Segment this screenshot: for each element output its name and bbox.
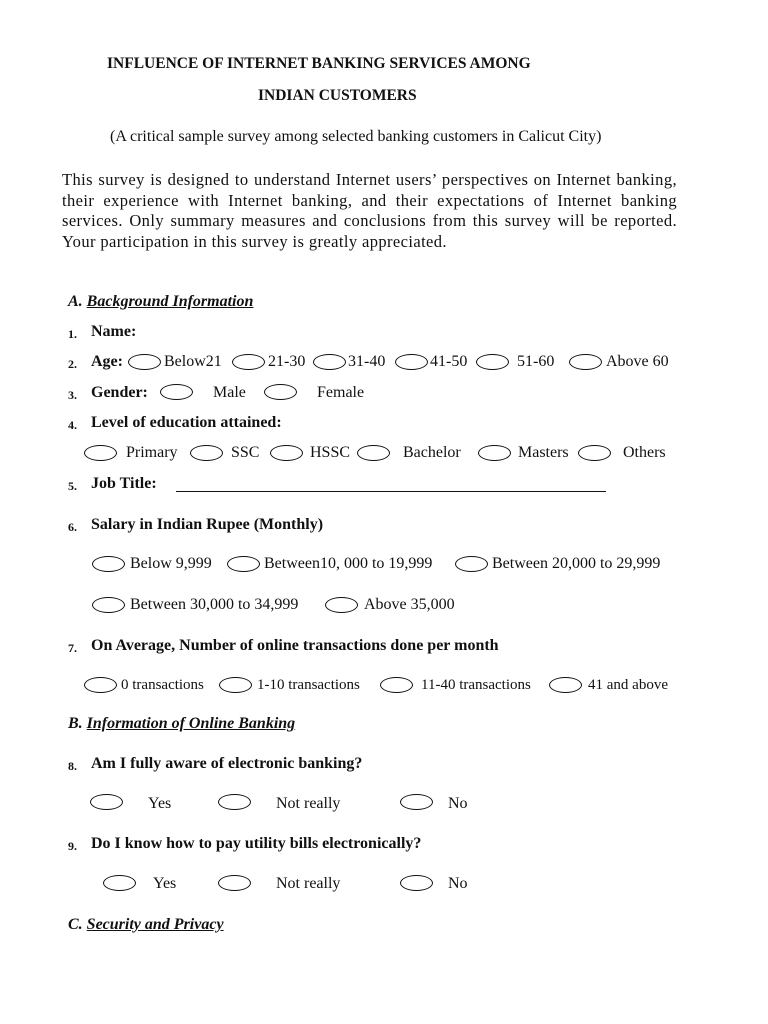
q2-option-label: 51-60 <box>517 353 555 370</box>
q1-label: Name: <box>91 323 137 340</box>
q9-option-radio[interactable] <box>103 875 136 891</box>
q6-option-radio[interactable] <box>455 556 488 572</box>
q2-option-radio[interactable] <box>476 354 509 370</box>
q6-option-radio[interactable] <box>325 597 358 613</box>
q4-option-label: HSSC <box>310 444 351 461</box>
q3-option-label: Male <box>213 384 246 401</box>
q4-option-label: Bachelor <box>403 444 461 461</box>
q3-label: Gender: <box>91 384 148 401</box>
section-c-letter: C. <box>68 916 83 933</box>
q2-option-label: 21-30 <box>268 353 306 370</box>
q7-label: On Average, Number of online transactions done per month <box>91 637 499 654</box>
section-c-title: Security and Privacy <box>86 916 224 933</box>
q6-option-label: Below 9,999 <box>130 555 212 572</box>
q8-option-radio[interactable] <box>218 794 251 810</box>
q4-option-radio[interactable] <box>190 445 223 461</box>
q4-option-label: Primary <box>126 444 178 461</box>
q7-option-radio[interactable] <box>219 677 252 693</box>
q4-option-radio[interactable] <box>478 445 511 461</box>
q2-option-label: Above 60 <box>606 353 669 370</box>
q6-label: Salary in Indian Rupee (Monthly) <box>91 516 324 533</box>
q4-option-radio[interactable] <box>578 445 611 461</box>
q2-number: 2. <box>68 357 77 371</box>
q7-option-label: 0 transactions <box>121 677 204 693</box>
q9-option-label: Not really <box>276 875 341 892</box>
q1-number: 1. <box>68 327 77 341</box>
q2-option-radio[interactable] <box>128 354 161 370</box>
q9-option-label: Yes <box>153 875 177 892</box>
q9-option-label: No <box>448 875 468 892</box>
q3-option-label: Female <box>317 384 365 401</box>
section-b-title: Information of Online Banking <box>86 715 296 732</box>
q6-number: 6. <box>68 520 77 534</box>
q7-option-radio[interactable] <box>380 677 413 693</box>
q6-option-label: Between 20,000 to 29,999 <box>492 555 661 572</box>
q2-option-label: Below21 <box>164 353 222 370</box>
q8-option-label: Yes <box>148 795 172 812</box>
title-line-1: INFLUENCE OF INTERNET BANKING SERVICES AMONG <box>107 55 531 72</box>
q4-option-radio[interactable] <box>84 445 117 461</box>
q4-option-radio[interactable] <box>357 445 390 461</box>
q6-option-label: Between 30,000 to 34,999 <box>130 596 299 613</box>
q4-label: Level of education attained: <box>91 414 282 431</box>
q4-option-radio[interactable] <box>270 445 303 461</box>
q9-option-radio[interactable] <box>400 875 433 891</box>
q4-option-label: SSC <box>231 444 260 461</box>
q6-option-radio[interactable] <box>92 597 125 613</box>
intro-paragraph: This survey is designed to understand Internet users’ perspectives on Internet banking, their experience with Internet banking, and their expectations of Internet banking services. Only summary measures and conclusions from this survey will be reported. Your participation in this survey is greatly appreciated. <box>62 170 677 251</box>
title-line-2: INDIAN CUSTOMERS <box>258 87 417 104</box>
section-b-heading <box>68 715 295 733</box>
q7-option-radio[interactable] <box>84 677 117 693</box>
q3-number: 3. <box>68 388 77 402</box>
q2-option-radio[interactable] <box>395 354 428 370</box>
q5-label: Job Title: <box>91 475 157 492</box>
q2-option-radio[interactable] <box>313 354 346 370</box>
subtitle: (A critical sample survey among selected banking customers in Calicut City) <box>110 128 602 145</box>
q9-label: Do I know how to pay utility bills electronically? <box>91 835 422 852</box>
q7-option-radio[interactable] <box>549 677 582 693</box>
q6-option-radio[interactable] <box>92 556 125 572</box>
q2-label: Age: <box>91 353 123 370</box>
job-title-input-line[interactable] <box>176 491 606 492</box>
q8-label: Am I fully aware of electronic banking? <box>91 755 363 772</box>
q8-option-label: No <box>448 795 468 812</box>
section-a-title: Background Information <box>86 293 254 310</box>
q6-option-label: Above 35,000 <box>364 596 455 613</box>
q7-option-label: 1-10 transactions <box>257 677 360 693</box>
q2-option-radio[interactable] <box>232 354 265 370</box>
section-c-heading <box>68 916 224 934</box>
q2-option-label: 31-40 <box>348 353 386 370</box>
q3-option-radio[interactable] <box>264 384 297 400</box>
q8-option-label: Not really <box>276 795 341 812</box>
q4-option-label: Masters <box>518 444 569 461</box>
q8-option-radio[interactable] <box>400 794 433 810</box>
q9-number: 9. <box>68 839 77 853</box>
section-a-heading <box>68 293 253 311</box>
q4-option-label: Others <box>623 444 666 461</box>
q7-option-label: 41 and above <box>588 677 668 693</box>
q5-number: 5. <box>68 479 77 493</box>
q6-option-radio[interactable] <box>227 556 260 572</box>
q9-option-radio[interactable] <box>218 875 251 891</box>
q8-number: 8. <box>68 759 77 773</box>
q6-option-label: Between10, 000 to 19,999 <box>264 555 433 572</box>
q7-option-label: 11-40 transactions <box>421 677 531 693</box>
q4-number: 4. <box>68 418 77 432</box>
q2-option-label: 41-50 <box>430 353 468 370</box>
q7-number: 7. <box>68 641 77 655</box>
q8-option-radio[interactable] <box>90 794 123 810</box>
section-a-letter: A. <box>68 293 83 310</box>
section-b-letter: B. <box>68 715 83 732</box>
q3-option-radio[interactable] <box>160 384 193 400</box>
q2-option-radio[interactable] <box>569 354 602 370</box>
